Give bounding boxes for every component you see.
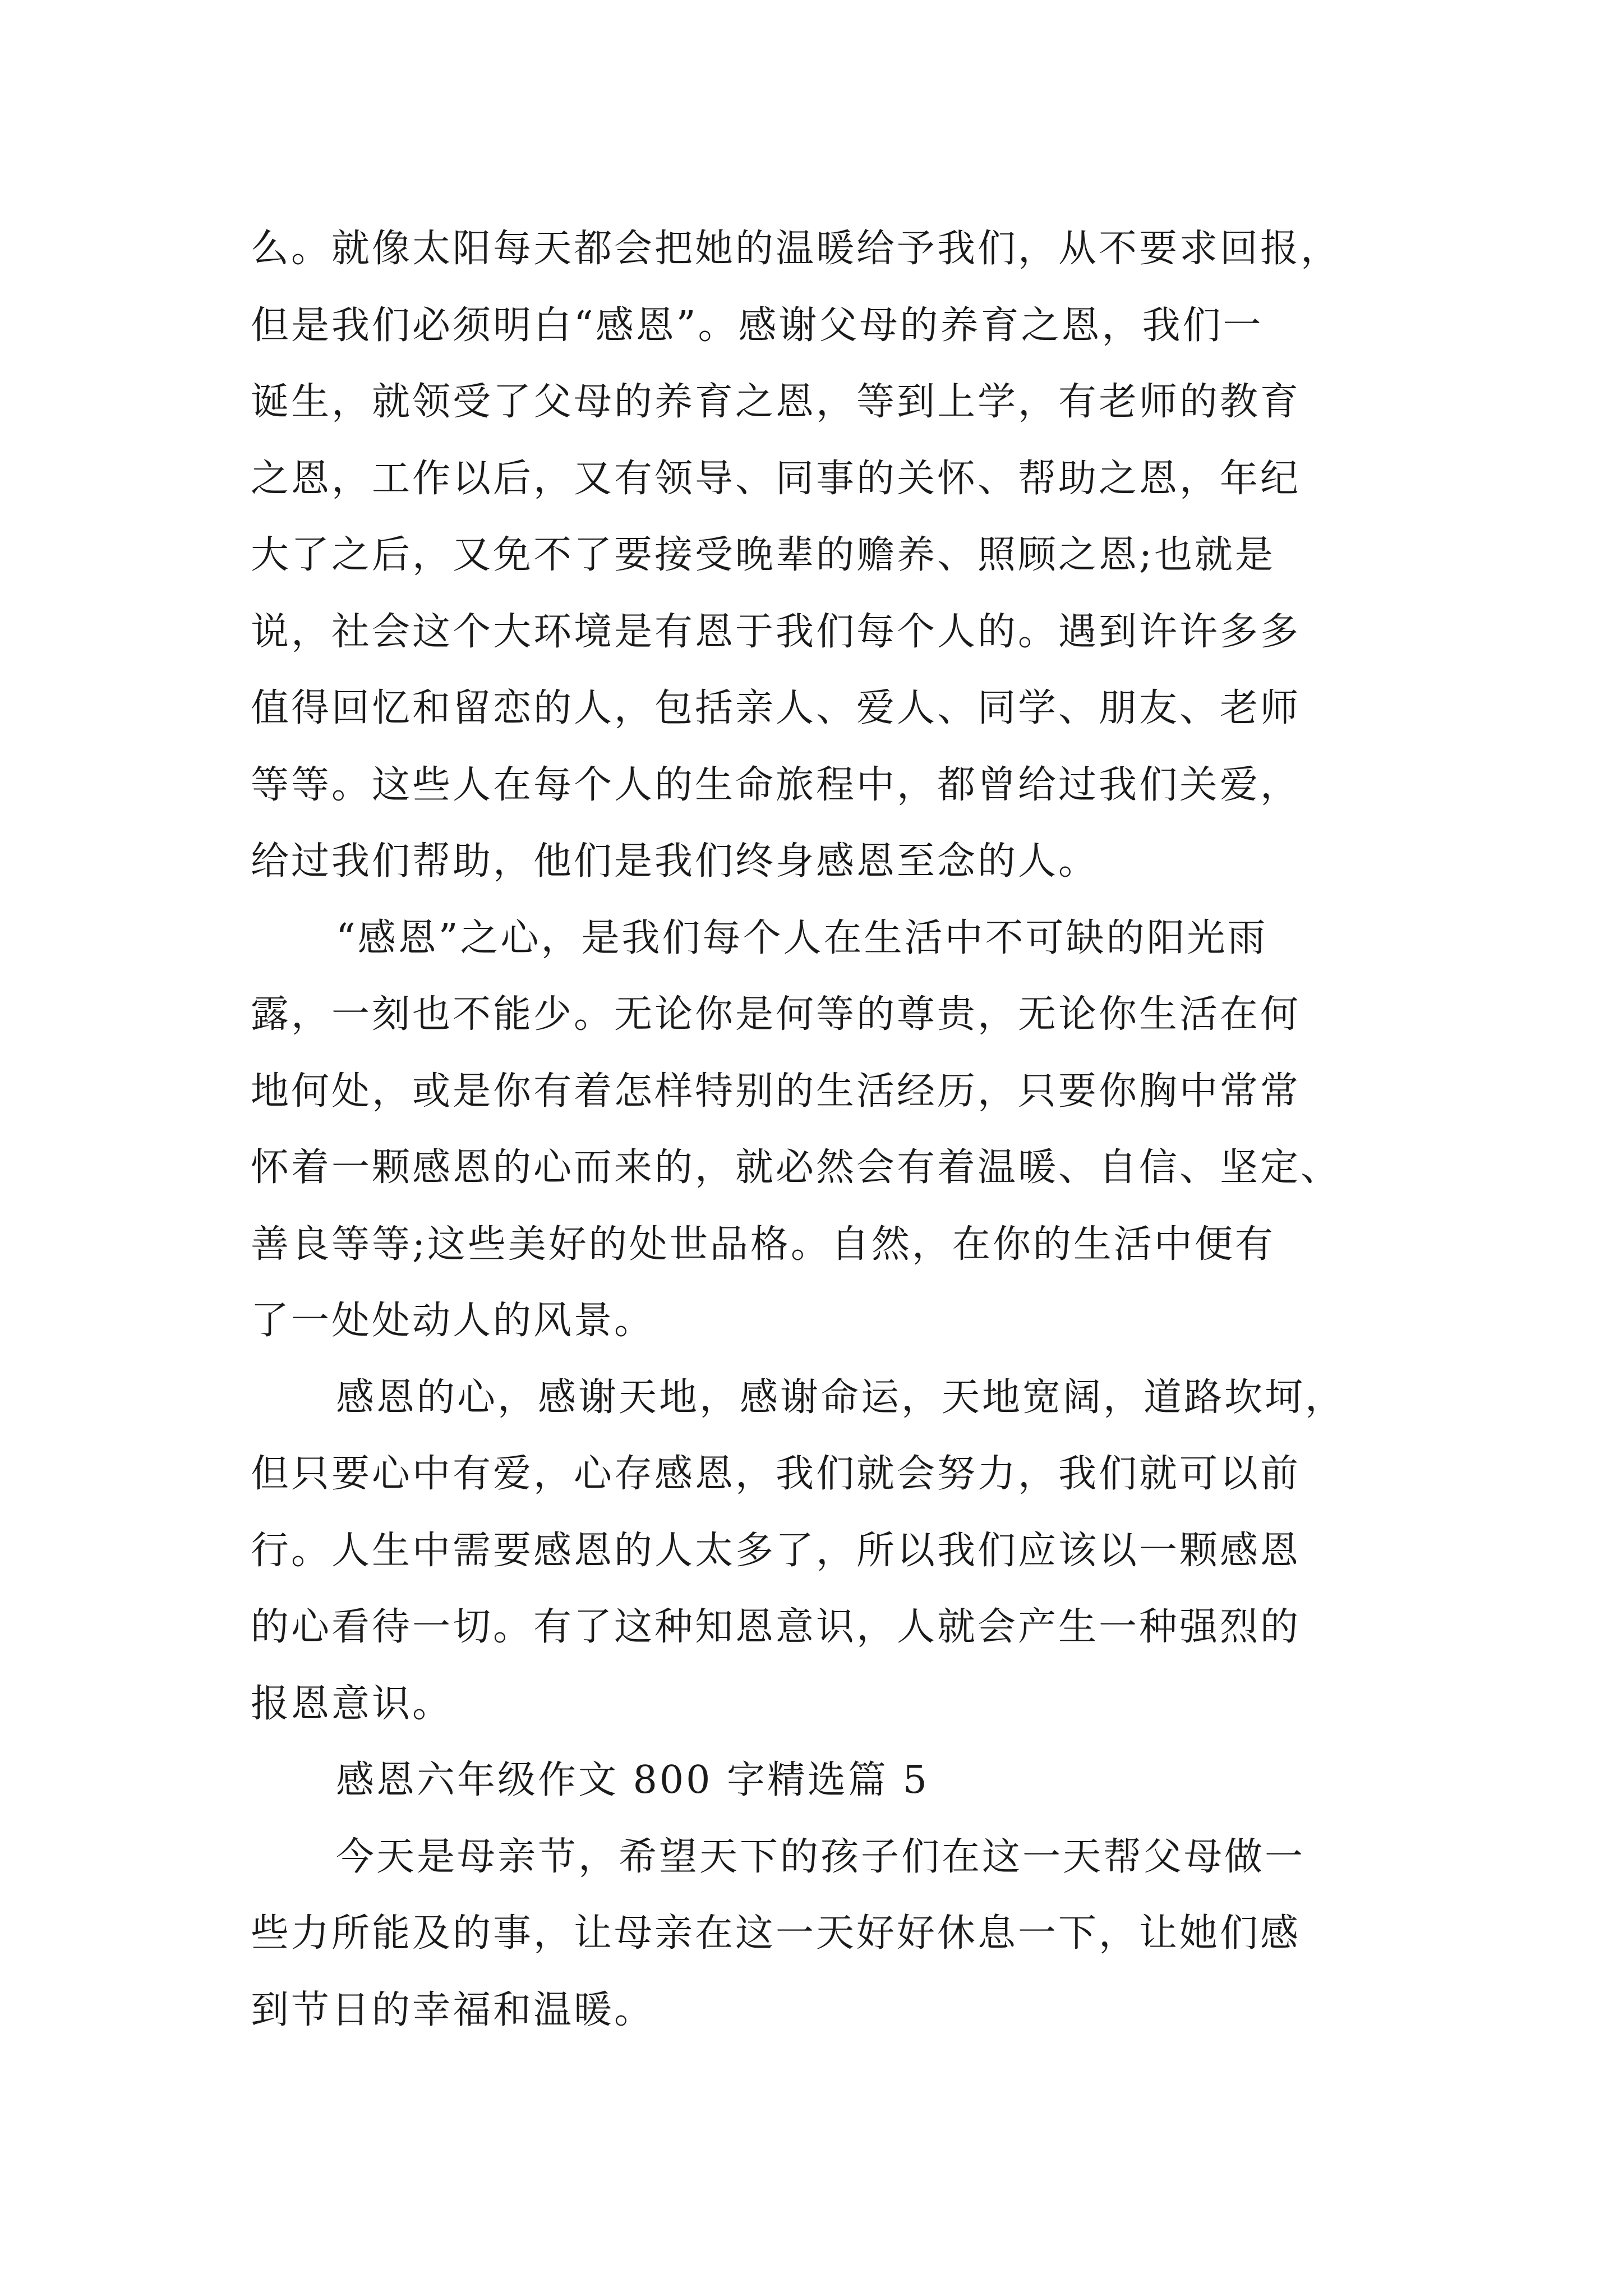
text-line: 值得回忆和留恋的人，包括亲人、爱人、同学、朋友、老师: [251, 686, 1301, 730]
paragraph-start-line: 感恩的心，感谢天地，感谢命运，天地宽阔，道路坎坷，: [336, 1375, 1346, 1420]
text-line: 善良等等;这些美好的处世品格。自然，在你的生活中便有: [251, 1222, 1275, 1267]
text-line: 的心看待一切。有了这种知恩意识，人就会产生一种强烈的: [251, 1605, 1301, 1649]
text-line: 地何处，或是你有着怎样特别的生活经历，只要你胸中常常: [251, 1069, 1301, 1114]
text-line: 给过我们帮助，他们是我们终身感恩至念的人。: [251, 839, 1099, 884]
text-line: 露，一刻也不能少。无论你是何等的尊贵，无论你生活在何: [251, 992, 1301, 1037]
text-line: 诞生，就领受了父母的养育之恩，等到上学，有老师的教育: [251, 380, 1301, 424]
text-line: 大了之后，又免不了要接受晚辈的赡养、照顾之恩;也就是: [251, 533, 1275, 577]
text-line: 但是我们必须明白“感恩”。感谢父母的养育之恩，我们一: [251, 303, 1264, 348]
text-line: 些力所能及的事，让母亲在这一天好好休息一下，让她们感: [251, 1911, 1301, 1955]
text-line: 行。人生中需要感恩的人太多了，所以我们应该以一颗感恩: [251, 1528, 1301, 1573]
paragraph-start-line: 今天是母亲节，希望天下的孩子们在这一天帮父母做一: [336, 1834, 1306, 1879]
text-line: 报恩意识。: [251, 1681, 453, 1726]
text-line: 等等。这些人在每个人的生命旅程中，都曾给过我们关爱，: [251, 762, 1301, 807]
text-line: 之恩，工作以后，又有领导、同事的关怀、帮助之恩，年纪: [251, 456, 1301, 501]
text-line: 么。就像太阳每天都会把她的温暖给予我们，从不要求回报，: [251, 227, 1341, 271]
section-heading: 感恩六年级作文 800 字精选篇 5: [336, 1758, 929, 1802]
document-body: [251, 211, 1400, 2049]
paragraph-start-line: “感恩”之心，是我们每个人在生活中不可缺的阳光雨: [336, 915, 1268, 960]
text-line: 到节日的幸福和温暖。: [251, 1987, 655, 2032]
text-line: 但只要心中有爱，心存感恩，我们就会努力，我们就可以前: [251, 1452, 1301, 1496]
text-line: 怀着一颗感恩的心而来的，就必然会有着温暖、自信、坚定、: [251, 1145, 1341, 1190]
text-line: 了一处处动人的风景。: [251, 1299, 655, 1343]
text-line: 说，社会这个大环境是有恩于我们每个人的。遇到许许多多: [251, 609, 1301, 654]
